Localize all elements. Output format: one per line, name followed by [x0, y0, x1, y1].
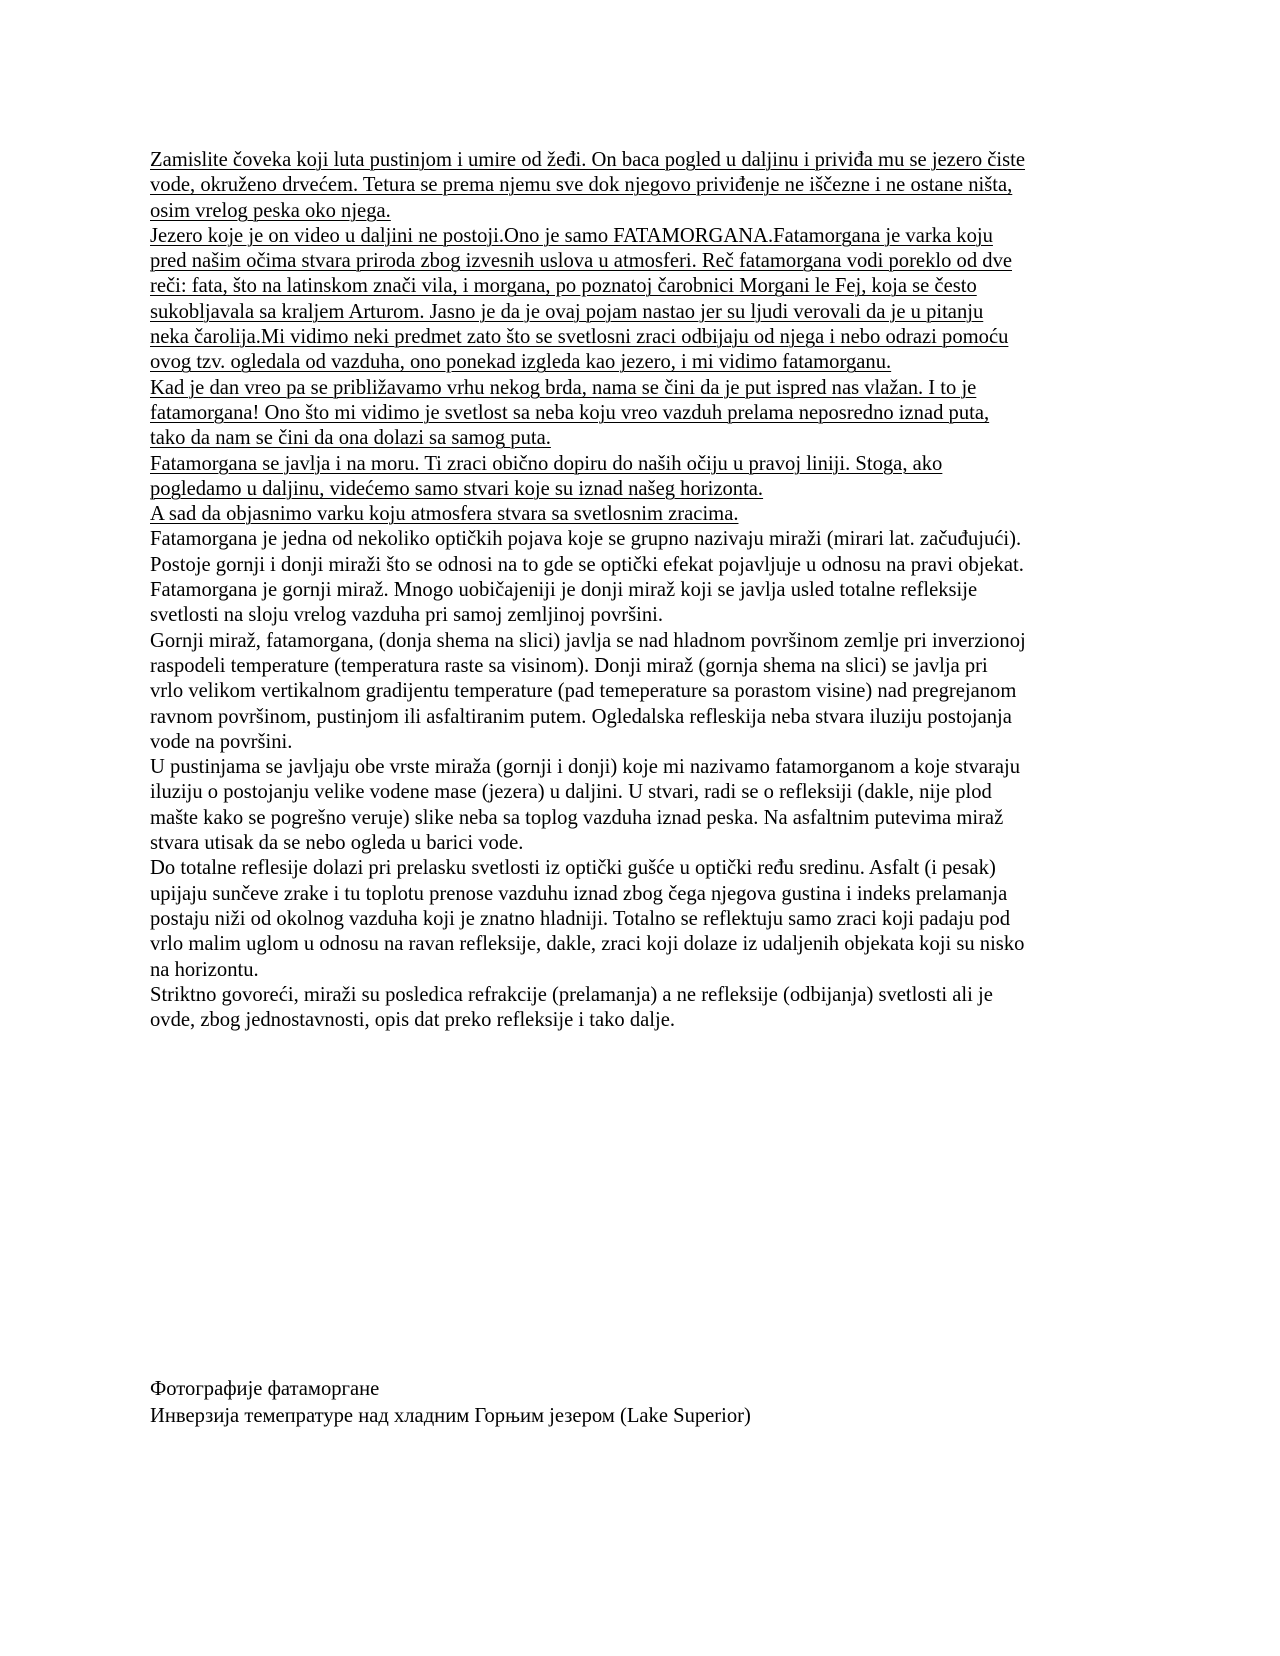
line-text: neka čarolija.Mi vidimo neki predmet zato što se svetlosni zraci odbijaju od njega i nebo odrazi pomoću — [150, 326, 1009, 349]
text-line: upijaju sunčeve zrake i tu toplotu prenose vazduhu iznad zbog čega njegova gustina i indeks prelamanja — [150, 882, 1008, 905]
line-text: ovog tzv. ogledala od vazduha, ono ponekad izgleda kao jezero, i mi vidimo fatamorganu. — [150, 351, 892, 374]
underlined-line — [150, 376, 1140, 401]
line-text: vode, okruženo drvećem. Tetura se prema njemu sve dok njegovo priviđenje ne iščezne i ne ostane ništa, — [150, 174, 1013, 197]
line-text: Kad je dan vreo pa se približavamo vrhu nekog brda, nama se čini da je put ispred nas vlažan. I to je — [150, 376, 977, 399]
text-line: na horizontu. — [150, 958, 259, 981]
underlined-line — [150, 224, 1140, 249]
line-text: Fatamorgana se javlja i na moru. Ti zraci obično dopiru do naših očiju u pravoj liniji. Stoga, ako — [150, 452, 943, 475]
underlined-line — [150, 173, 1140, 198]
text-line: raspodeli temperature (temperatura raste sa visinom). Donji miraž (gornja shema na slici) se javlja pri — [150, 654, 988, 677]
underlined-line — [150, 477, 1140, 502]
text-line: Do totalne reflesije dolazi pri prelasku svetlosti iz optički gušće u optički ređu sredinu. Asfalt (i pesak) — [150, 857, 996, 880]
line-text: pogledamo u daljinu, videćemo samo stvari koje su iznad našeg horizonta. — [150, 477, 764, 500]
text-line: Fatamorgana je jedna od nekoliko optičkih pojava koje se grupno nazivaju miraži (mirari lat. začuđujući). — [150, 528, 1022, 551]
underlined-line — [150, 401, 1140, 426]
text-line: Gornji miraž, fatamorgana, (donja shema na slici) javlja se nad hladnom površinom zemlje pri inverzionoj — [150, 629, 1026, 652]
text-line: ovde, zbog jednostavnosti, opis dat preko refleksije i tako dalje. — [150, 1009, 676, 1032]
underlined-line — [150, 249, 1140, 274]
line-text: fatamorgana! Ono što mi vidimo je svetlost sa neba koju vreo vazduh prelama neposredno iznad puta, — [150, 401, 990, 424]
text-line: mašte kako se pogrešno veruje) slike neba sa toplog vazduha iznad peska. Na asfaltnim putevima miraž — [150, 806, 1004, 829]
underlined-line — [150, 199, 1140, 224]
underlined-line — [150, 274, 1140, 299]
line-text: A sad da objasnimo varku koju atmosfera stvara sa svetlosnim zracima. — [150, 503, 739, 526]
line-text: Jezero koje je on video u daljini ne postoji.Ono je samo FATAMORGANA.Fatamorgana je varka koju — [150, 224, 993, 247]
line-text: reči: fata, što na latinskom znači vila, i morgana, po poznatoj čarobnici Morgani le Fej, koja se često — [150, 275, 977, 298]
text-line: iluziju o postojanju velike vodene mase (jezera) u daljini. U stvari, radi se o refleksiji (dakle, nije plod — [150, 781, 992, 804]
document-body — [150, 148, 1140, 1033]
text-line: postaju niži od okolnog vazduha koji je znatno hladniji. Totalno se reflektuju samo zraci koji padaju pod — [150, 907, 1011, 930]
underlined-line — [150, 426, 1140, 451]
text-line: vode na površini. — [150, 730, 293, 753]
underlined-line — [150, 502, 1140, 527]
underlined-line — [150, 300, 1140, 325]
text-line: vrlo velikom vertikalnom gradijentu temperature (pad temeperature sa porastom visine) nad pregrejanom — [150, 680, 1017, 703]
caption-photos: Фотографије фатаморгане — [150, 1378, 380, 1400]
text-line: vrlo malim uglom u odnosu na ravan refleksije, dakle, zraci koji dolaze iz udaljenih objekata koji su nisko — [150, 933, 1025, 956]
underlined-line — [150, 148, 1140, 173]
line-text: Zamislite čoveka koji luta pustinjom i umire od žeđi. On baca pogled u daljinu i priviđa mu se jezero čiste — [150, 149, 1026, 171]
text-line: ravnom površinom, pustinjom ili asfaltiranim putem. Ogledalska refleskija neba stvara iluziju postojanja — [150, 705, 1012, 728]
line-text: sukobljavala sa kraljem Arturom. Jasno je da je ovaj pojam nastao jer su ljudi verovali da je u pitanju — [150, 300, 984, 323]
underlined-line — [150, 325, 1140, 350]
text-line: Postoje gornji i donji miraži što se odnosi na to gde se optički efekat pojavljuje u odnosu na pravi objekat. — [150, 553, 1024, 576]
line-text: tako da nam se čini da ona dolazi sa samog puta. — [150, 427, 551, 450]
line-text: osim vrelog peska oko njega. — [150, 199, 391, 222]
underlined-line — [150, 350, 1140, 375]
photo-captions — [150, 1376, 1140, 1430]
text-line: Fatamorgana je gornji miraž. Mnogo uobičajeniji je donji miraž koji se javlja usled totalne refleksije — [150, 579, 978, 602]
caption-inversion: Инверзија темепратуре над хладним Горњим језером (Lake Superior) — [150, 1405, 751, 1427]
line-text: pred našim očima stvara priroda zbog izvesnih uslova u atmosferi. Reč fatamorgana vodi poreklo od dve — [150, 250, 1013, 273]
underlined-line — [150, 452, 1140, 477]
text-line: svetlosti na sloju vrelog vazduha pri samoj zemljinoj površini. — [150, 604, 664, 627]
text-line: Striktno govoreći, miraži su posledica refrakcije (prelamanja) a ne refleksije (odbijanja) svetlosti ali je — [150, 983, 993, 1006]
text-line: stvara utisak da se nebo ogleda u barici vode. — [150, 832, 524, 855]
text-line: U pustinjama se javljaju obe vrste miraža (gornji i donji) koje mi nazivamo fatamorganom a koje stvaraju — [150, 756, 1021, 779]
